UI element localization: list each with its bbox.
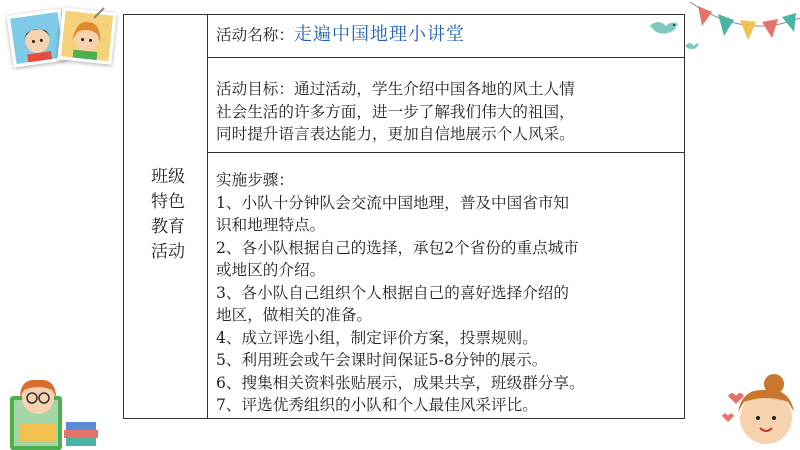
goal-line: 同时提升语言表达能力，更加自信地展示个人风采。: [216, 125, 575, 143]
steps-line: 6、搜集相关资料张贴展示，成果共享，班级群分享。: [216, 373, 585, 392]
steps-line: 或地区的介绍。: [216, 261, 326, 279]
steps-line: 1、小队十分钟队会交流中国地理，普及中国省市知: [216, 193, 569, 212]
steps-line: 5、利用班会或午会课时间保证5-8分钟的展示。: [216, 351, 548, 369]
steps-line: 识和地理特点。: [216, 216, 326, 234]
activity-name-cell: [216, 24, 690, 47]
goal-line: 活动目标：通过活动，学生介绍中国各地的风土人情: [216, 80, 575, 98]
activity-name-label: 活动名称：: [216, 26, 294, 44]
category-line: 教育: [151, 217, 185, 237]
activity-table: [123, 14, 685, 419]
row-divider: [208, 57, 684, 58]
steps-line: 2、各小队根据自己的选择，承包2个省份的重点城市: [216, 238, 579, 257]
boy-portrait-icon: [10, 12, 64, 64]
goal-line: 社会生活的许多方面，进一步了解我们伟大的祖国，: [216, 102, 575, 121]
photo-frame-girl: [57, 7, 116, 64]
activity-goal-cell: [216, 78, 690, 146]
steps-line: 7、评选优秀组织的小队和个人最佳风采评比。: [216, 396, 538, 414]
steps-line: 地区，做相关的准备。: [216, 306, 372, 324]
activity-name-value: 走遍中国地理小讲堂: [293, 24, 465, 45]
girl-reading-icon: [2, 368, 102, 450]
category-label: [140, 165, 196, 265]
category-line: 活动: [151, 242, 185, 262]
pencil-icon: [92, 6, 106, 20]
bunting-flags-icon: [690, 0, 800, 55]
steps-line: 4、成立评选小组，制定评价方案，投票规则。: [216, 328, 538, 347]
steps-line: 实施步骤：: [216, 171, 294, 189]
category-cell: [124, 15, 208, 418]
activity-steps-cell: [216, 169, 690, 417]
row-divider: [208, 152, 684, 153]
category-line: 特色: [151, 192, 185, 212]
steps-line: 3、各小队自己组织个人根据自己的喜好选择介绍的: [216, 283, 569, 302]
girl-with-hearts-icon: [718, 372, 800, 450]
category-line: 班级: [151, 167, 185, 187]
